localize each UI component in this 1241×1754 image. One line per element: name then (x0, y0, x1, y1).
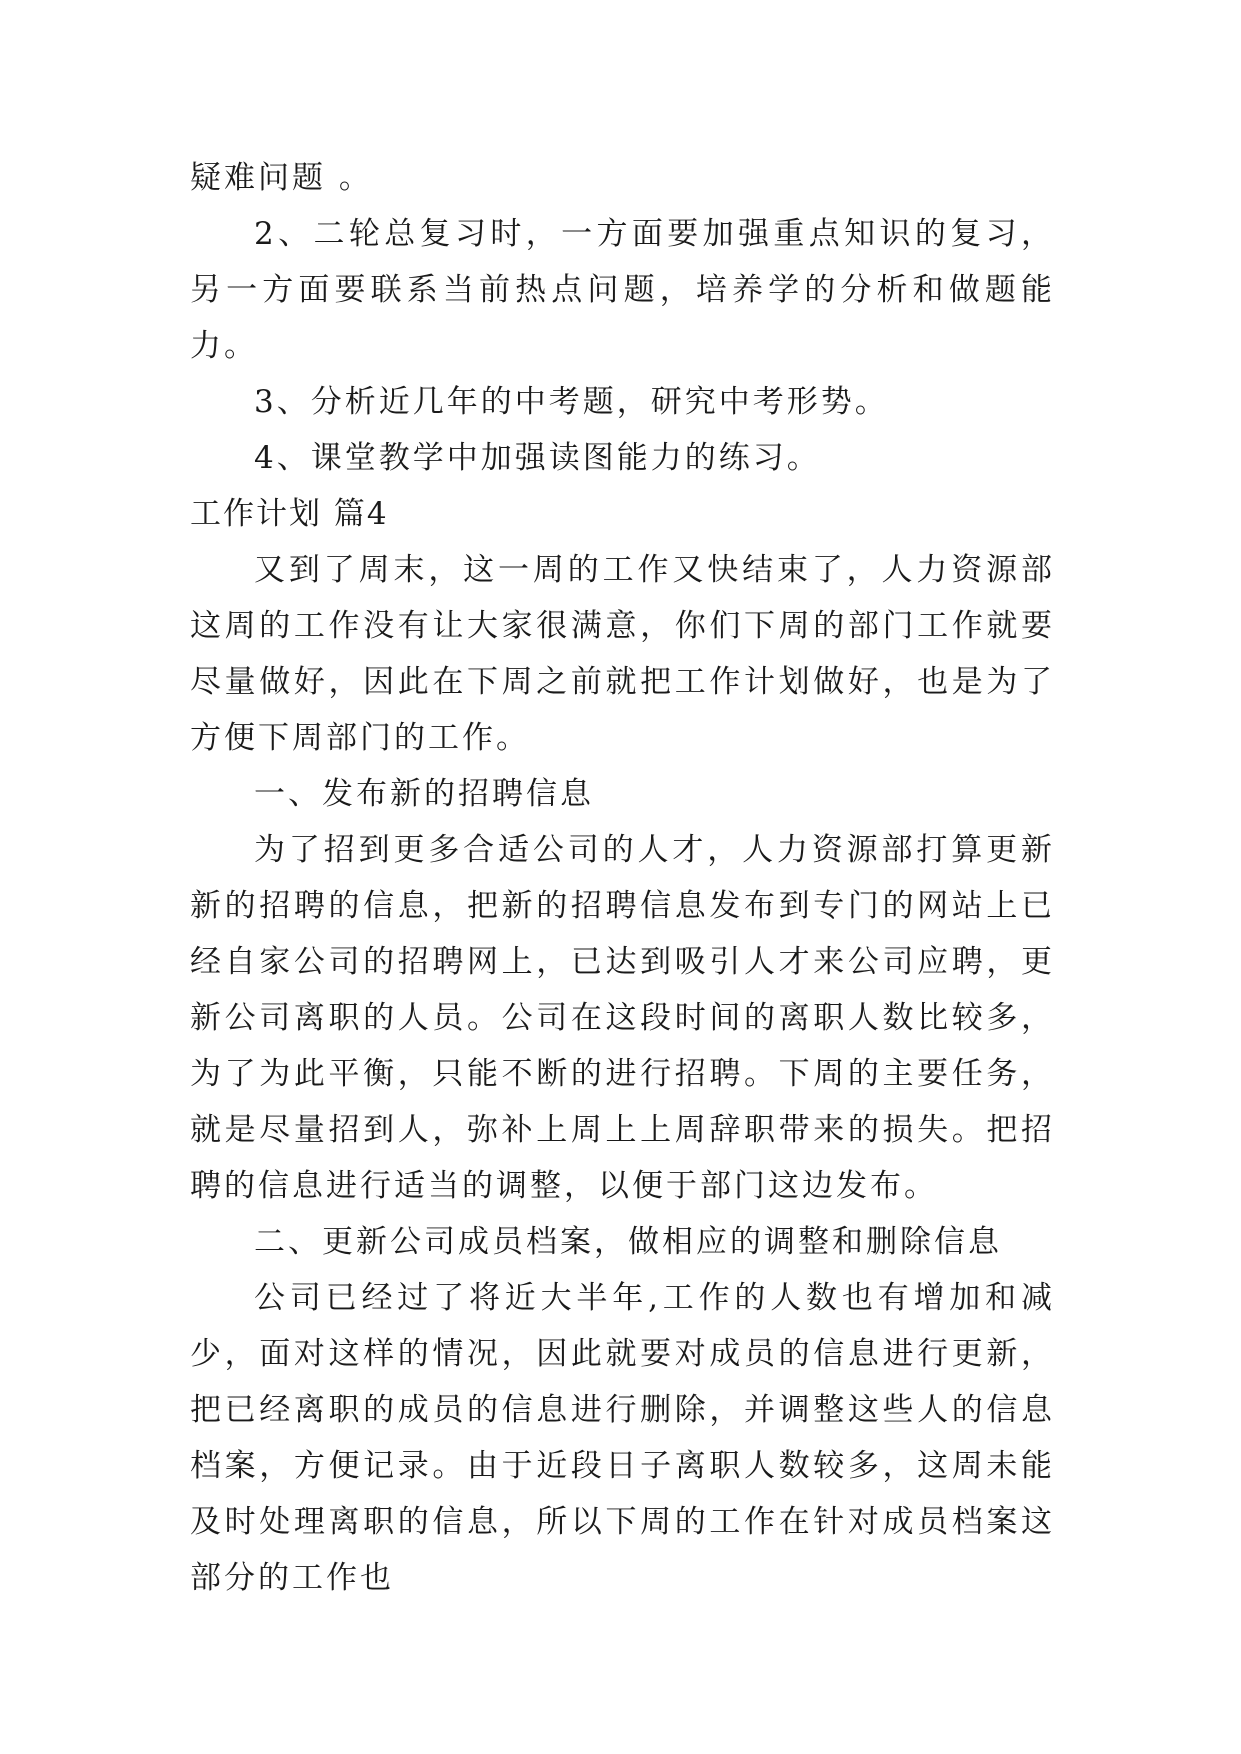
list-item-3: 3、分析近几年的中考题，研究中考形势。 (254, 384, 889, 420)
document-body (190, 150, 1055, 1606)
intro-paragraph: 又到了周末，这一周的工作又快结束了，人力资源部这周的工作没有让大家很满意，你们下周的部门工作就要尽量做好，因此在下周之前就把工作计划做好，也是为了方便下周部门的工作。 (190, 552, 1055, 756)
recruitment-paragraph: 为了招到更多合适公司的人才，人力资源部打算更新新的招聘的信息，把新的招聘信息发布到专门的网站上已经自家公司的招聘网上，已达到吸引人才来公司应聘，更新公司离职的人员。公司在这段时间的离职人数比较多，为了为此平衡，只能不断的进行招聘。下周的主要任务，就是尽量招到人，弥补上周上上周辞职带来的损失。把招聘的信息进行适当的调整，以便于部门这边发布。 (190, 832, 1055, 1204)
paragraph-continuation: 疑难问题 。 (190, 160, 373, 196)
archive-paragraph: 公司已经过了将近大半年,工作的人数也有增加和减少，面对这样的情况，因此就要对成员的信息进行更新，把已经离职的成员的信息进行删除，并调整这些人的信息档案，方便记录。由于近段日子离职人数较多，这周未能及时处理离职的信息，所以下周的工作在针对成员档案这部分的工作也 (190, 1280, 1055, 1596)
section-heading: 工作计划 篇4 (190, 496, 389, 532)
subheading-1: 一、发布新的招聘信息 (254, 776, 594, 812)
list-item-2: 2、二轮总复习时，一方面要加强重点知识的复习，另一方面要联系当前热点问题，培养学的分析和做题能力。 (190, 216, 1055, 364)
list-item-4: 4、课堂教学中加强读图能力的练习。 (254, 440, 821, 476)
subheading-2: 二、更新公司成员档案，做相应的调整和删除信息 (254, 1224, 1002, 1260)
